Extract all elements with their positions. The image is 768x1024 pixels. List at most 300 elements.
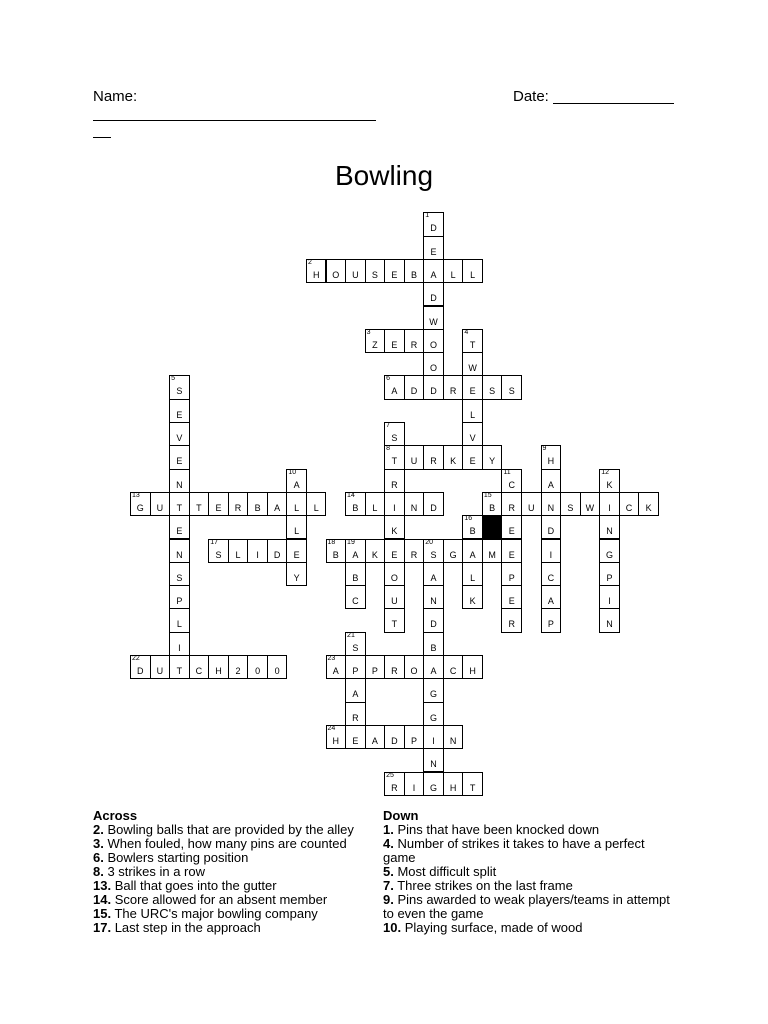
cell-letter: T [391,456,398,467]
crossword-cell [501,515,522,539]
cell-letter: A [391,386,398,397]
crossword-cell [384,655,405,679]
cell-letter: T [176,502,183,513]
cell-letter: L [470,572,476,583]
crossword-cell [423,655,444,679]
crossword-cell [443,445,464,469]
crossword-cell [404,259,425,283]
cell-letter: G [430,712,438,723]
crossword-cell [247,539,268,563]
crossword-cell [404,655,425,679]
crossword-cell [169,492,190,516]
crossword-cell [150,655,171,679]
crossword-cell [228,655,249,679]
clue-text: 3 strikes in a row [107,864,206,879]
clue-number: 13. [93,878,112,893]
cell-letter: E [176,526,183,537]
cell-letter: K [450,456,457,467]
cell-letter: E [176,409,183,420]
cell-letter: T [176,666,183,676]
cell-letter: S [176,386,183,397]
cell-letter: P [352,666,359,676]
crossword-cell [462,375,483,399]
crossword-cell [130,492,151,516]
cell-letter: R [391,479,398,490]
crossword-cell [286,515,307,539]
cell-letter: G [430,689,438,700]
cell-letter: 0 [274,666,280,676]
cell-letter: L [313,502,319,513]
cell-letter: S [567,502,574,513]
crossword-cell [404,492,425,516]
crossword-cell [443,539,464,563]
cell-clue-number: 4 [464,328,469,336]
cell-letter: G [605,549,613,560]
cell-letter: N [410,502,418,513]
cell-letter: U [391,596,398,607]
clue-number: 6. [93,850,104,865]
cell-letter: P [410,735,417,746]
cell-letter: A [293,479,300,490]
crossword-cell [501,539,522,563]
crossword-cell [423,492,444,516]
crossword-cell [423,772,444,796]
cell-clue-number: 7 [386,422,391,429]
cell-letter: D [391,735,398,746]
cell-letter: N [606,526,613,537]
cell-letter: E [391,339,398,350]
across-clue [93,851,378,865]
crossword-cell [501,492,522,516]
cell-letter: Y [489,456,496,467]
cell-letter: A [430,572,437,583]
cell-clue-number: 1 [425,212,430,220]
crossword-cell [345,259,366,283]
date-label: Date: [513,88,549,105]
crossword-cell [286,539,307,563]
crossword-cell [560,492,581,516]
crossword-cell [541,515,562,539]
crossword-cell [599,539,620,563]
crossword-cell [404,725,425,749]
cell-letter: E [391,549,398,560]
cell-letter: G [136,502,144,513]
across-clue [93,907,378,921]
crossword-cell [384,375,405,399]
cell-letter: R [430,456,437,467]
name-blank-line [93,120,376,121]
crossword-cell [189,492,210,516]
cell-letter: A [430,269,437,280]
crossword-cell [286,492,307,516]
crossword-cell [384,562,405,586]
crossword-cell [306,492,327,516]
clue-text: The URC's major bowling company [114,906,318,921]
down-clue [383,893,675,921]
clue-text: Last step in the approach [114,920,261,935]
down-clue [383,865,675,879]
cell-letter: E [176,456,183,467]
crossword-cell [482,375,503,399]
crossword-cell [169,422,190,446]
crossword-cell [423,748,444,772]
crossword-cell [404,329,425,353]
cell-letter: D [430,223,437,234]
cell-letter: K [469,596,476,607]
across-heading: Across [93,808,138,823]
across-clue [93,823,378,837]
cell-letter: D [137,666,144,676]
cell-letter: A [547,596,554,607]
crossword-cell [345,678,366,702]
clue-text: Ball that goes into the gutter [114,878,277,893]
crossword-cell [423,678,444,702]
cell-letter: C [449,666,457,676]
crossword-cell [462,585,483,609]
clue-number: 4. [383,836,394,851]
crossword-cell [423,352,444,376]
cell-letter: B [332,549,339,560]
crossword-cell [443,772,464,796]
crossword-cell [541,445,562,469]
cell-clue-number: 8 [386,445,391,453]
crossword-cell [365,329,386,353]
cell-clue-number: 9 [542,445,547,453]
crossword-cell [423,282,444,306]
cell-letter: I [608,596,611,607]
cell-clue-number: 12 [601,468,609,476]
cell-letter: R [508,502,515,513]
name-blank-line-continued [93,137,111,138]
crossword-cell [286,469,307,493]
crossword-cell [365,259,386,283]
cell-letter: D [430,502,437,513]
crossword-cell [501,608,522,632]
crossword-cell [228,492,249,516]
cell-letter: D [430,386,437,397]
across-clue [93,879,378,893]
crossword-cell [462,399,483,423]
crossword-cell [345,562,366,586]
cell-letter: I [256,549,259,560]
date-blank-line [553,103,674,104]
cell-clue-number: 5 [171,375,175,383]
crossword-cell [267,655,288,679]
cell-letter: N [547,502,555,513]
cell-letter: N [449,735,457,746]
crossword-cell [384,422,405,446]
crossword-cell [169,515,190,539]
cell-letter: P [547,619,554,630]
crossword-cell [443,655,464,679]
cell-letter: K [645,502,652,513]
crossword-cell [599,562,620,586]
clue-number: 2. [93,822,104,837]
crossword-cell [286,562,307,586]
clue-text: Pins awarded to weak players/teams in attempt to even the game [383,892,670,921]
cell-letter: D [547,526,555,537]
cell-letter: G [430,782,438,793]
crossword-cell [169,539,190,563]
cell-letter: P [371,666,378,676]
cell-clue-number: 6 [386,375,391,383]
cell-clue-number: 24 [327,724,336,732]
cell-letter: S [371,269,378,280]
cell-letter: B [410,269,417,280]
cell-letter: V [469,433,476,443]
cell-letter: L [294,502,300,513]
clue-text: Score allowed for an absent member [114,892,328,907]
crossword-cell [404,375,425,399]
crossword-cell [462,352,483,376]
crossword-cell [462,539,483,563]
cell-letter: S [489,386,496,397]
cell-letter: N [430,759,437,770]
cell-letter: E [508,596,515,607]
crossword-cell [619,492,640,516]
clue-number: 9. [383,892,394,907]
crossword-cell [384,608,405,632]
crossword-cell [404,772,425,796]
cell-letter: C [508,479,515,490]
cell-letter: O [430,339,438,350]
crossword-cell [365,655,386,679]
cell-letter: B [352,572,359,583]
cell-letter: N [176,549,183,560]
crossword-cell [501,585,522,609]
cell-letter: E [508,526,515,537]
cell-letter: 2 [235,666,241,676]
crossword-cell [208,492,229,516]
crossword-cell [599,585,620,609]
crossword-cell [541,469,562,493]
cell-letter: 0 [255,666,261,676]
crossword-cell [169,655,190,679]
cell-letter: O [430,363,438,374]
crossword-cell [501,469,522,493]
crossword-cell [462,562,483,586]
crossword-cell [423,585,444,609]
cell-letter: T [196,502,202,513]
cell-letter: W [429,316,438,327]
crossword-cell [423,445,444,469]
cell-clue-number: 22 [132,655,140,662]
crossword-cell [384,492,405,516]
crossword-cell [208,539,229,563]
crossword-cell [169,585,190,609]
crossword-cell [599,469,620,493]
crossword-cell [462,445,483,469]
cell-letter: A [352,689,359,700]
down-clue [383,921,675,935]
cell-clue-number: 10 [288,468,297,476]
crossword-cell [638,492,659,516]
crossword-cell [247,655,268,679]
crossword-cell [462,515,483,539]
crossword-cell [541,585,562,609]
cell-clue-number: 13 [132,491,140,499]
cell-letter: P [176,596,183,607]
crossword-cell [169,399,190,423]
crossword-cell [169,469,190,493]
cell-letter: S [508,386,515,397]
cell-letter: H [332,735,340,746]
cell-clue-number: 3 [366,328,371,336]
crossword-cell [130,655,151,679]
cell-letter: I [432,735,435,746]
cell-letter: B [489,502,496,513]
crossword-cell [228,539,249,563]
cell-clue-number: 15 [483,491,492,499]
cell-letter: A [371,735,378,746]
crossword-cell [462,772,483,796]
clue-number: 1. [383,822,394,837]
cell-letter: R [391,782,398,793]
cell-letter: A [469,549,476,560]
cell-letter: E [352,735,359,746]
crossword-cell [189,655,210,679]
crossword-cell [580,492,601,516]
crossword-cell [423,702,444,726]
cell-letter: U [156,502,164,513]
cell-letter: B [254,502,261,513]
cell-letter: O [332,269,340,280]
cell-letter: R [391,666,398,676]
crossword-cell [384,772,405,796]
clue-number: 10. [383,920,402,935]
clue-text: Playing surface, made of wood [404,920,583,935]
crossword-cell [423,562,444,586]
across-clue [93,893,378,907]
cell-letter: T [391,619,398,630]
crossword-cell [384,259,405,283]
cell-clue-number: 11 [503,468,511,476]
cell-letter: L [176,619,182,630]
cell-letter: I [412,782,416,793]
crossword-cell [443,725,464,749]
cell-letter: I [393,502,396,513]
cell-clue-number: 25 [386,771,394,779]
cell-clue-number: 23 [327,655,336,662]
crossword-cell [306,259,327,283]
clue-number: 8. [93,864,104,879]
down-heading: Down [383,808,419,823]
clue-text: When fouled, how many pins are counted [107,836,347,851]
cell-letter: H [449,782,457,793]
cell-letter: S [391,433,398,443]
cell-letter: C [625,502,633,513]
across-clue [93,921,378,935]
cell-letter: W [585,502,595,513]
crossword-cell [384,539,405,563]
crossword-cell [423,632,444,656]
crossword-cell [423,259,444,283]
cell-letter: R [352,712,359,723]
crossword-cell [501,375,522,399]
crossword-cell [384,725,405,749]
crossword-cell [326,655,347,679]
crossword-cell [345,702,366,726]
cell-letter: A [430,666,437,676]
cell-letter: E [469,456,476,467]
cell-letter: V [176,433,183,443]
crossword-cell [541,562,562,586]
cell-letter: D [430,619,437,630]
crossword-cell [384,329,405,353]
cell-letter: W [468,363,477,374]
crossword-cell [345,492,366,516]
cell-letter: R [508,619,515,630]
clue-text: Bowlers starting position [107,850,249,865]
cell-letter: S [430,549,437,560]
clue-text: Pins that have been knocked down [397,822,600,837]
crossword-cell [267,539,288,563]
cell-letter: Z [372,339,378,350]
crossword-cell [345,539,366,563]
crossword-cell [423,212,444,236]
cell-letter: H [469,666,476,676]
crossword-cell [482,539,503,563]
crossword-cell [462,655,483,679]
cell-letter: R [410,549,418,560]
crossword-cell [169,608,190,632]
crossword-cell [423,608,444,632]
crossword-cell [443,375,464,399]
cell-letter: I [178,642,181,653]
cell-letter: R [449,386,457,397]
cell-letter: A [547,479,554,490]
cell-letter: B [469,526,476,537]
crossword-cell [326,725,347,749]
cell-letter: C [195,666,203,676]
clue-text: Most difficult split [397,864,497,879]
crossword-cell [541,608,562,632]
clue-number: 5. [383,864,394,879]
cell-letter: U [410,456,418,467]
cell-letter: N [176,479,183,490]
crossword-cell [599,608,620,632]
cell-letter: H [312,269,320,280]
clue-number: 15. [93,906,112,921]
crossword-cell [404,445,425,469]
cell-clue-number: 14 [347,491,355,499]
cell-letter: R [234,502,242,513]
cell-letter: S [352,642,359,653]
crossword-cell [384,469,405,493]
crossword-cell [384,445,405,469]
cell-letter: T [469,782,476,793]
crossword-cell [169,562,190,586]
cell-letter: H [547,456,555,467]
cell-letter: U [156,666,164,676]
worksheet-title: Bowling [334,160,434,191]
crossword-cell [384,515,405,539]
crossword-cell [423,375,444,399]
across-clues [93,809,378,935]
cell-clue-number: 21 [347,631,355,639]
clue-number: 17. [93,920,112,935]
cell-letter: O [410,666,418,676]
cell-letter: B [352,502,359,513]
crossword-cell [384,585,405,609]
crossword-cell [541,492,562,516]
cell-letter: E [469,386,476,397]
crossword-cell [423,725,444,749]
down-clue [383,837,675,865]
crossword-cell [423,236,444,260]
cell-letter: B [430,642,437,653]
crossword-cell [404,539,425,563]
